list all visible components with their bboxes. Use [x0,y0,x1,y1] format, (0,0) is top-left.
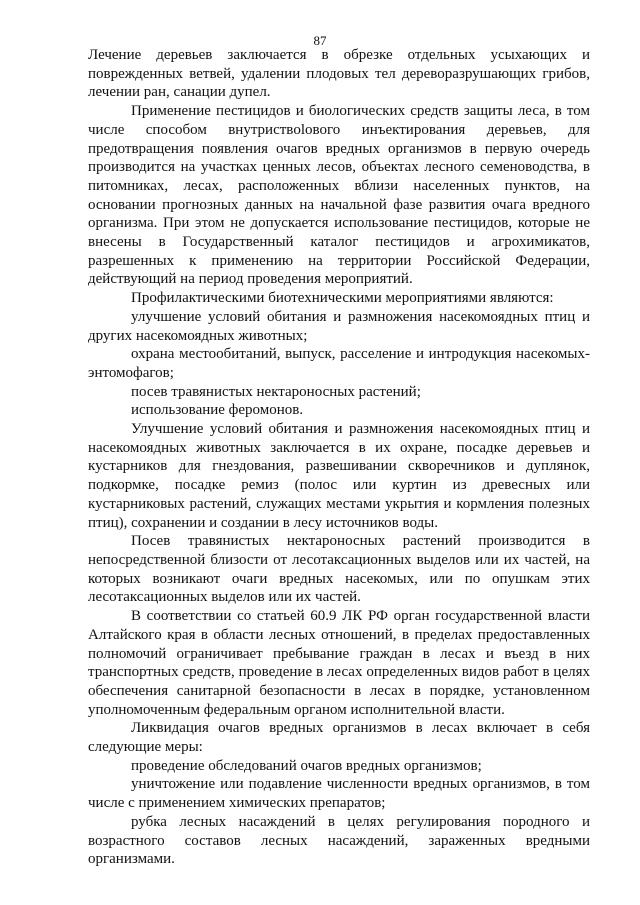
list-item: уничтожение или подавление численности вредных организмов, в том числе с применением химических препаратов; [88,776,590,812]
list-item: проведение обследований очагов вредных организмов; [131,757,482,774]
paragraph: Применение пестицидов и биологических средств защиты леса, в том числе способом внутриствolового инъектирования деревьев, для предотвращения появления очагов вредных организмов в первую очередь производится на участках ценных лесов, объектах лесного семеноводства, в питомниках, лесах, расположенных вблизи населенных пунктов, на основании прогнозных данных на начальной фазе развития очага вредного организма. При этом не допускается использование пестицидов, которые не внесены в Государственный каталог пестицидов и агрохимикатов, разрешенных к применению на территории Российской Федерации, действующий на период проведения мероприятий. [88,103,590,288]
list-item: охрана местообитаний, выпуск, расселение и интродукция насекомых-энтомофагов; [88,346,590,381]
paragraph: Профилактическими биотехническими мероприятиями являются: [131,290,554,307]
paragraph: Посев травянистых нектароносных растений производится в непосредственной близости от лесотаксационных выделов или их частей, на которых возникают очаги вредных насекомых, или по опушкам этих лесотаксационных выделов или их частей. [88,533,590,606]
paragraph: Лечение деревьев заключается в обрезке отдельных усыхающих и поврежденных ветвей, удалении плодовых тел дереворазрушающих грибов, лечении ран, санации дупел. [88,47,590,101]
list-item: рубка лесных насаждений в целях регулирования породного и возрастного составов лесных насаждений, зараженных вредными организмами. [88,813,590,868]
list-item: посев травянистых нектароносных растений; [131,383,421,400]
body-text [88,46,590,869]
page-number: 87 [313,33,327,48]
list-item: улучшение условий обитания и размножения насекомоядных птиц и других насекомоядных животных; [88,308,590,344]
paragraph: В соответствии со статьей 60.9 ЛК РФ орган государственной власти Алтайского края в области лесных отношений, в пределах предоставленных полномочий ограничивает пребывание граждан в лесах и въезд в них транспортных средств, проведение в лесах определенных видов работ в целях обеспечения санитарной безопасности в лесах в порядке, установленном уполномоченным федеральным органом исполнительной власти. [88,608,590,718]
list-item: использование феромонов. [131,402,304,419]
paragraph: Улучшение условий обитания и размножения насекомоядных птиц и насекомоядных животных заключается в их охране, посадке деревьев и кустарников для гнездования, развешивании скворечников и дуплянок, подкормке, посадке ремиз (полос или куртин из древесных или кустарниковых растений, служащих местами укрытия и кормления полезных птиц), сохранении и создании в лесу источников воды. [88,421,590,531]
paragraph: Ликвидация очагов вредных организмов в лесах включает в себя следующие меры: [88,720,590,756]
